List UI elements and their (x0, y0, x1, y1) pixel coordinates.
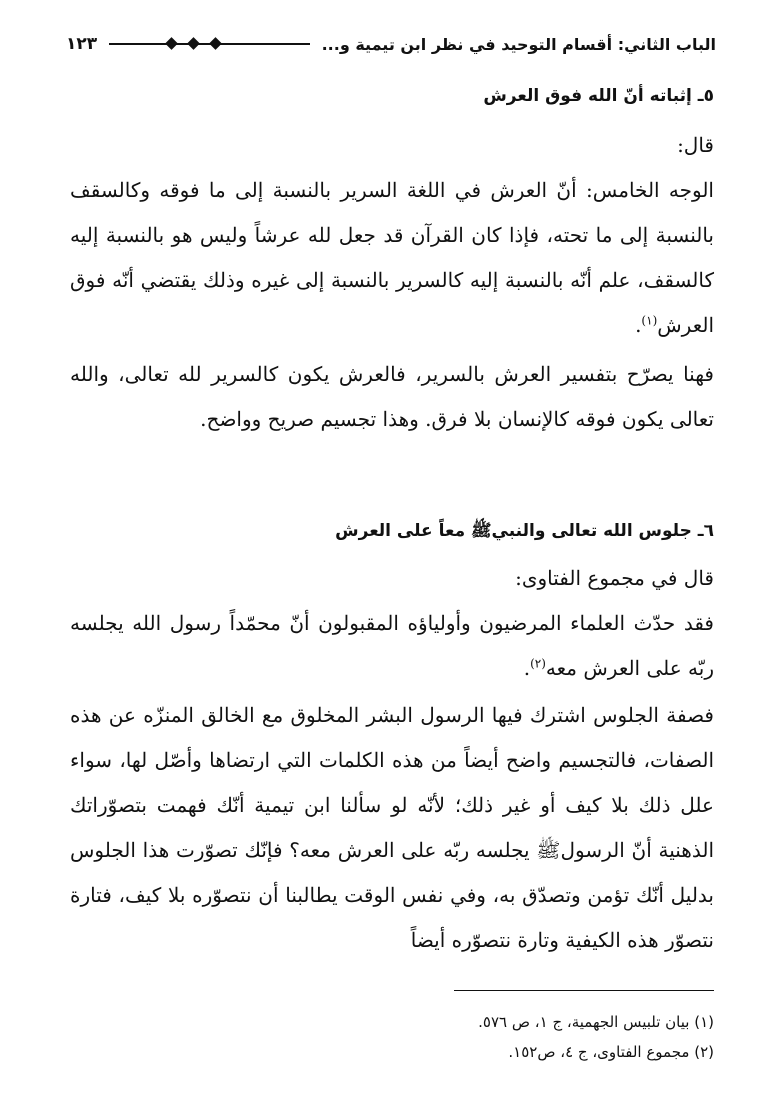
section-6-paragraph-2: فصفة الجلوس اشترك فيها الرسول البشر المخلوق مع الخالق المنزّه عن هذه الصفات، فالتجسيم واضح أيضاً من هذه الكلمات التي ارتضاها وأصّل لها، سواء علل ذلك بلا كيف أو غير ذلك؛ لأنّه لو سألنا ابن تيمية أنّك فهمت بتصوّراتك الذهنية أنّ الرسولﷺ يجلسه ربّه على العرش معه؟ فإنّك تصوّرت هذا الجلوس بدليل أنّك تؤمن وتصدّق به، وفي نفس الوقت يطالبنا أن نتصوّره بلا كيف، فتارة نتصوّر هذه الكيفية وتارة نتصوّره أيضاً (70, 703, 714, 952)
footnote-2: (٢) مجموع الفتاوى، ج ٤، ص١٥٢. (508, 1043, 714, 1061)
footnote-ref-2: (٢) (530, 656, 546, 671)
page-number: ١٢٣ (66, 34, 98, 54)
running-header (66, 30, 716, 58)
section-6-heading: ٦ـ جلوس الله تعالى والنبيﷺ معاً على العرش (335, 521, 714, 541)
diamond-ornament-icon (209, 37, 222, 50)
paragraph-text: الوجه الخامس: أنّ العرش في اللغة السرير بالنسبة إلى ما فوقه وكالسقف بالنسبة إلى ما تحته، فإذا كان القرآن قد جعل لله عرشاً وليس هو بالنسبة إليه كالسقف، علم أنّه بالنسبة إليه كالسرير بالنسبة إلى غيره وذلك يقتضي أنّه فوق العرش (70, 178, 714, 337)
section-6-paragraph-1: فقد حدّث العلماء المرضيون وأولياؤه المقبولون أنّ محمّداً رسول الله يجلسه ربّه على العرش معه$^{(٢)}$. (70, 611, 714, 680)
section-5-intro: قال: (677, 133, 714, 157)
footnote-ref-1: (١) (641, 313, 658, 328)
section-6-intro: قال في مجموع الفتاوى: (515, 566, 714, 590)
footnote-1: (١) بيان تلبيس الجهمية، ج ١، ص ٥٧٦. (478, 1013, 714, 1031)
section-5-paragraph-1: الوجه الخامس: أنّ العرش في اللغة السرير بالنسبة إلى ما فوقه وكالسقف بالنسبة إلى ما تحته، فإذا كان القرآن قد جعل لله عرشاً وليس هو بالنسبة إليه كالسقف، علم أنّه بالنسبة إليه كالسرير بالنسبة إلى غيره وذلك يقتضي أنّه فوق العرش$^{(١)}$. (70, 178, 714, 337)
paragraph-text: فقد حدّث العلماء المرضيون وأولياؤه المقبولون أنّ محمّداً رسول الله يجلسه ربّه على العرش معه (70, 611, 714, 680)
footnote-separator (454, 990, 714, 991)
diamond-ornament-icon (165, 37, 178, 50)
chapter-title: الباب الثاني: أقسام التوحيد في نظر ابن تيمية و... (321, 34, 716, 54)
section-5-heading: ٥ـ إثباته أنّ الله فوق العرش (483, 86, 714, 106)
header-rule (109, 43, 309, 45)
section-5-paragraph-2: فهنا يصرّح بتفسير العرش بالسرير، فالعرش يكون كالسرير لله تعالى، والله تعالى يكون فوقه كالإنسان بلا فرق. وهذا تجسيم صريح وواضح. (70, 362, 714, 431)
diamond-ornament-icon (187, 37, 200, 50)
